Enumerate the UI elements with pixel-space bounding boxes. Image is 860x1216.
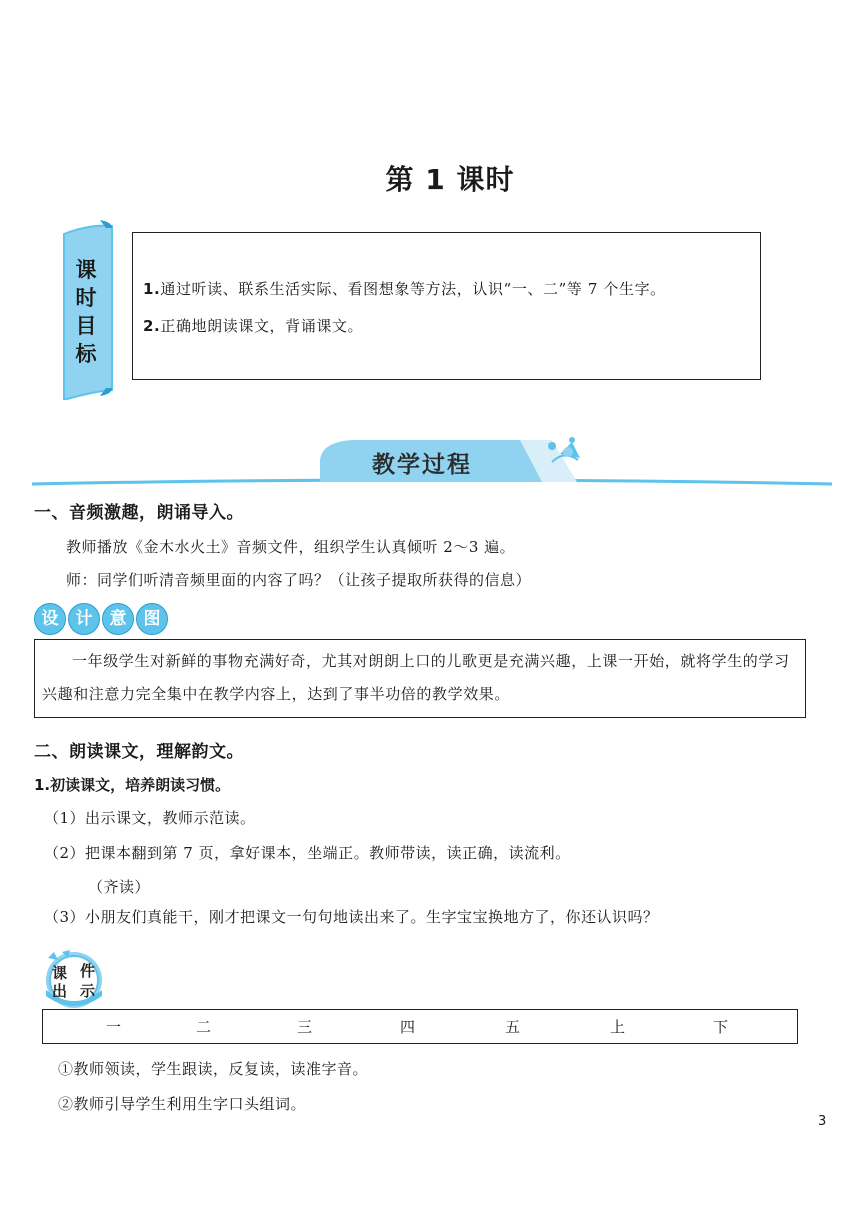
objectives-label [60,256,112,368]
page-title: 第 1 课时 [385,163,515,196]
note-2: ②教师引导学生利用生字口头组词。 [58,1095,307,1113]
design-intent-tag [34,603,168,635]
page-number: 3 [818,1114,827,1129]
section1-para1: 教师播放《金木水火土》音频文件，组织学生认真倾听 2～3 遍。 [66,538,516,556]
character-item: 四 [400,1018,416,1036]
design-tag-char: 图 [136,603,168,635]
character-item: 二 [196,1018,212,1036]
courseware-icon-char: 出 [52,982,68,1000]
objectives-label-char: 目 [75,314,97,338]
design-tag-char: 计 [68,603,100,635]
design-tag-char: 设 [34,603,66,635]
character-item: 一 [106,1018,122,1036]
courseware-icon-char: 件 [80,962,96,980]
character-box [42,1009,798,1044]
section1-heading: 一、音频激趣，朗诵导入。 [34,503,244,523]
character-item: 三 [297,1018,313,1036]
objective-num: 1. [143,280,161,298]
objectives-label-char: 标 [75,342,97,366]
objectives-label-char: 课 [75,258,97,282]
objective-text: 正确地朗读课文，背诵课文。 [160,317,364,335]
objective-text: 通过听读、联系生活实际、看图想象等方法，认识“一、二”等 7 个生字。 [160,280,666,298]
section2-sub1: 1.初读课文，培养朗读习惯。 [34,776,231,794]
courseware-icon [40,950,110,1010]
character-item: 上 [610,1018,626,1036]
objective-item-1 [143,278,666,299]
courseware-icon-char: 课 [52,964,68,982]
note-1: ①教师领读，学生跟读，反复读，读准字音。 [58,1060,369,1078]
design-intent-text: 一年级学生对新鲜的事物充满好奇，尤其对朗朗上口的儿歌更是充满兴趣，上课一开始，就将学生的学习兴趣和注意力完全集中在教学内容上，达到了事半功倍的教学效果。 [42,652,790,703]
design-tag-char: 意 [102,603,134,635]
section2-step2-note: （齐读） [88,878,151,896]
section2-step2: （2）把课本翻到第 7 页，拿好课本，坐端正。教师带读，读正确，读流利。 [44,844,571,862]
objective-item-2 [143,315,363,336]
section2-step1: （1）出示课文，教师示范读。 [44,809,256,827]
character-item: 下 [713,1018,729,1036]
objectives-box [132,232,761,380]
objective-num: 2. [143,317,161,335]
objectives-label-char: 时 [75,286,97,310]
character-item: 五 [505,1018,521,1036]
section2-heading: 二、朗读课文，理解韵文。 [34,742,244,762]
courseware-icon-char: 示 [80,982,96,1000]
process-banner-title: 教学过程 [372,452,472,478]
section1-para2: 师：同学们听清音频里面的内容了吗？（让孩子提取所获得的信息） [66,571,532,589]
section2-step3: （3）小朋友们真能干，刚才把课文一句句地读出来了。生字宝宝换地方了，你还认识吗？ [44,908,659,926]
